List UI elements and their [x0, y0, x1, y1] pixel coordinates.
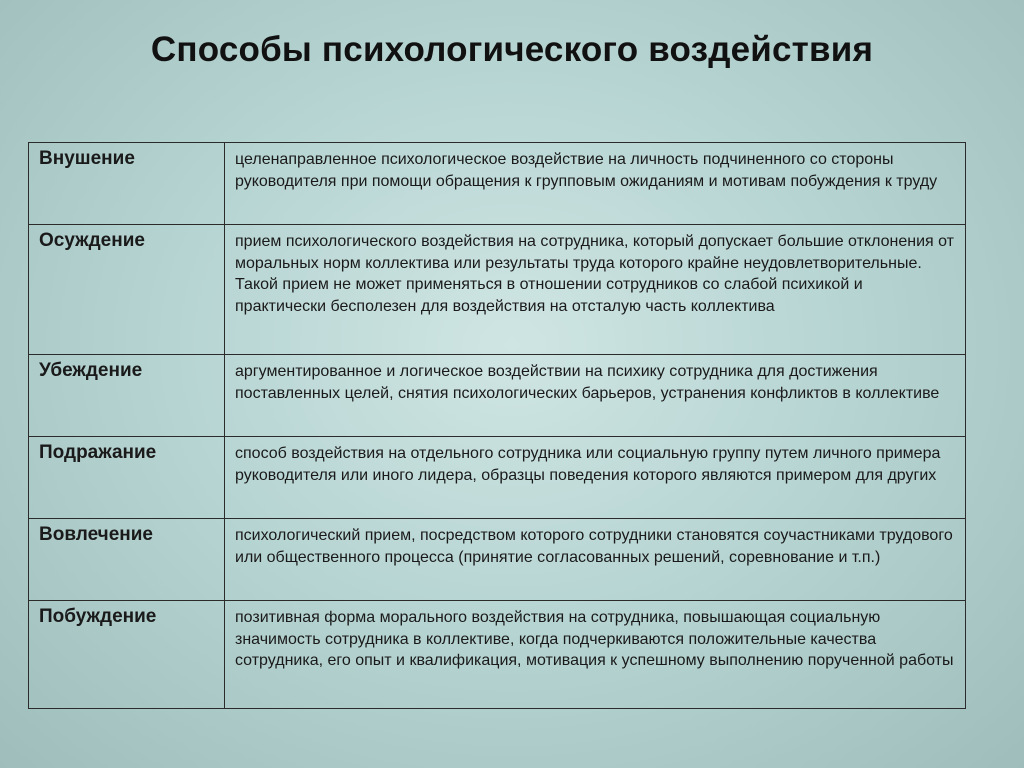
term-cell: Побуждение — [29, 601, 225, 709]
definition-cell: целенаправленное психологическое воздействие на личность подчиненного со стороны руководителя при помощи обращения к групповым ожиданиям и мотивам побуждения к труду — [225, 143, 966, 225]
table-row — [29, 437, 966, 519]
term-cell: Внушение — [29, 143, 225, 225]
definition-cell: психологический прием, посредством которого сотрудники становятся соучастниками трудового или общественного процесса (принятие согласованных решений, соревнование и т.п.) — [225, 519, 966, 601]
definition-cell: аргументированное и логическое воздействии на психику сотрудника для достижения поставленных целей, снятия психологических барьеров, устранения конфликтов в коллективе — [225, 355, 966, 437]
methods-table — [28, 142, 966, 709]
term-cell: Вовлечение — [29, 519, 225, 601]
definition-cell: прием психологического воздействия на сотрудника, который допускает большие отклонения от моральных норм коллектива или результаты труда которого крайне неудовлетворительные. Такой прием не может применяться в отношении сотрудников со слабой психикой и практически бесполезен для воздействия на отсталую часть коллектива — [225, 225, 966, 355]
table-row — [29, 143, 966, 225]
table-row — [29, 355, 966, 437]
table-row — [29, 519, 966, 601]
table-row — [29, 225, 966, 355]
term-cell: Убеждение — [29, 355, 225, 437]
definition-cell: способ воздействия на отдельного сотрудника или социальную группу путем личного примера руководителя или иного лидера, образцы поведения которого являются примером для других — [225, 437, 966, 519]
slide-title: Способы психологического воздействия — [150, 30, 874, 69]
term-cell: Осуждение — [29, 225, 225, 355]
table-row — [29, 601, 966, 709]
term-cell: Подражание — [29, 437, 225, 519]
definition-cell: позитивная форма морального воздействия на сотрудника, повышающая социальную значимость сотрудника в коллективе, когда подчеркиваются положительные качества сотрудника, его опыт и квалификация, мотивация к успешному выполнению порученной работы — [225, 601, 966, 709]
